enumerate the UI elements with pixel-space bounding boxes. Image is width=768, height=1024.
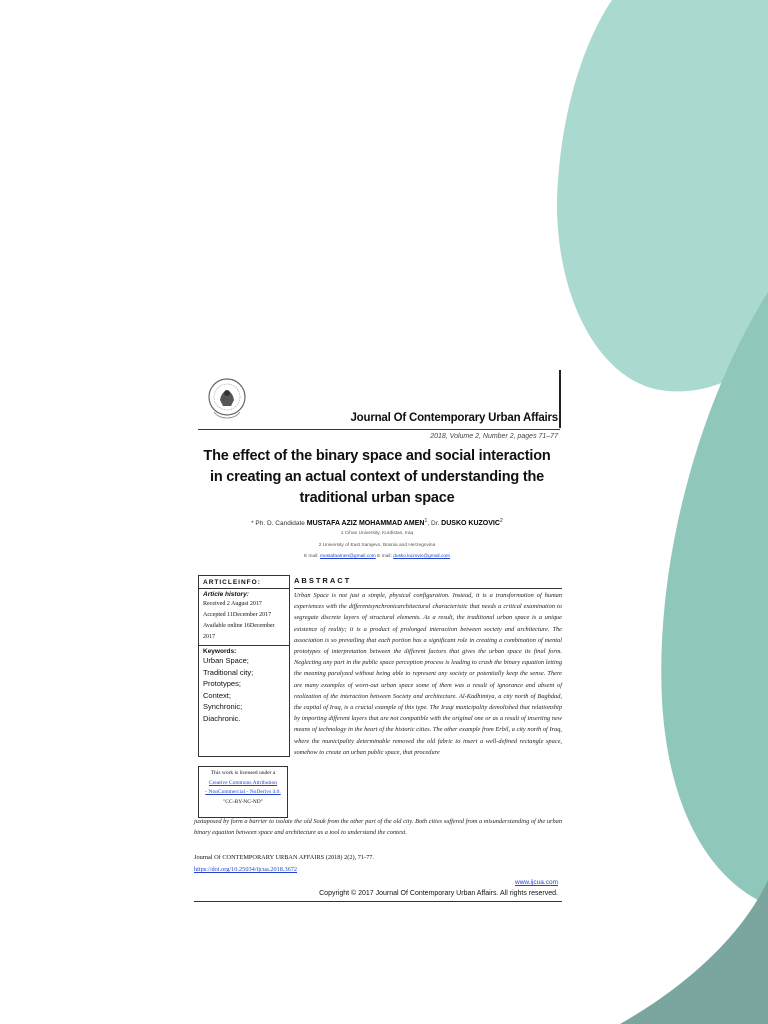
title-line: in creating an actual context of understanding the (209, 469, 544, 485)
abstract-text: Urban Space is not just a simple, physical configuration. Instead, it is a transformation of human experiences with the differentsynchronicarchitectural characteristic that needs a critical examination to segregate discrete layers of structural elements. As a result, the traditional urban space is a unique existence of reality; it is a product of prolonged interaction between society and architecture. The association is so prevailing that each portion has a significant role in creating a combination of mental prototypes of interpretation between the different factors that gives the urban space its final form. Neglecting any part in the public space perception process is leading to crash the binary equation letting the meaning paralyzed without being able to represent any society or potentially keep the sense. There are many examples of worn-out urban space some of them was a result of ignorance and absent of realization of the interaction between Society and architecture. Al-Kadhimiya, a city north of Baghdad, the capital of Iraq, is a crucial example of this type. The Iraqi municipality demolished that relationship by importing different layers that are not compatible with the original one or as a result of inserting new means of technology in the heart of the historic cities. The other example from Erbil, a city north of Iraq, where the municipality determinable removed the old fabric to insert a well-defined rectangle space, somehow to create an urban public space, that procedure (294, 592, 562, 756)
author-prefix: , Dr. (427, 520, 440, 528)
abstract-heading: ABSTRACT (294, 576, 352, 585)
keywords-label: Keywords: (199, 645, 289, 655)
history-line: Received 2 August 2017 (203, 601, 262, 607)
email-link[interactable]: dusko.kuzovic@gmail.com (393, 554, 451, 559)
abstract-continuation: juxtaposed by form a barrier to isolate the old Souk from the other part of the old city. Both cities suffered from a misunderstanding of the urban binary equation between space and architecture as a tool to understand the context. (194, 818, 562, 837)
affiliation: 2 University of East Sarajevo, Bosnia and Herzegovina (318, 543, 436, 548)
teal-light-shape (557, 0, 768, 391)
paper-title (192, 446, 562, 509)
affiliation: 1 Cihan University, Kurdistan, Iraq (340, 531, 414, 536)
volume-info: 2018, Volume 2, Number 2, pages 71–77 (430, 433, 558, 440)
keyword: Diachronic. (203, 713, 241, 723)
header-vertical-rule (559, 370, 561, 428)
license-link[interactable]: Creative Commons Attribution (208, 779, 278, 786)
article-info-heading: ARTICLEINFO: (199, 576, 289, 589)
copyright: Copyright © 2017 Journal Of Contemporary Urban Affairs. All rights reserved. (319, 890, 558, 897)
history-label: Article history: (203, 591, 249, 598)
doi-link[interactable]: https://doi.org/10.25034/ijcua.2018.3672 (194, 866, 298, 873)
keyword: Context; (203, 690, 231, 700)
citation: Journal Of CONTEMPORARY URBAN AFFAIRS (2018) 2(2), 71-77. (194, 854, 374, 861)
header-rule (198, 429, 560, 430)
email-link[interactable]: mustafaamen@gmail.com (320, 554, 376, 559)
author-name: DUSKO KUZOVIC (441, 520, 500, 528)
paper-page (192, 368, 562, 906)
keyword: Urban Space; (203, 656, 249, 665)
author-name: MUSTAFA AZIZ MOHAMMAD AMEN (306, 520, 425, 528)
journal-title: Journal Of Contemporary Urban Affairs (350, 412, 558, 424)
footer-rule (194, 901, 562, 902)
history-line: Accepted 11December 2017 (203, 612, 272, 618)
journal-seal-logo (206, 376, 248, 422)
keyword: Traditional city; (203, 667, 254, 677)
keyword: Synchronic; (203, 702, 243, 711)
article-info-box (198, 575, 290, 757)
author-line: * Ph. D. Candidate MUSTAFA AZIZ MOHAMMAD AMEN$^1$, Dr. DUSKO KUZOVIC$^2$ (251, 518, 503, 528)
history-line: Available online 16December (203, 623, 275, 629)
title-line: traditional urban space (299, 490, 455, 506)
keyword: Prototypes; (203, 679, 241, 688)
teal-dark-shape (620, 880, 768, 1024)
email-line: E mail: mustafaamen@gmail.com E mail: dusko.kuzovic@gmail.com (303, 554, 451, 559)
history-line: 2017 (203, 634, 215, 640)
title-line: The effect of the binary space and social interaction (203, 448, 551, 464)
abstract-rule (294, 588, 562, 589)
license-link[interactable]: - NonCommercial - NoDerivs 4.0. (205, 789, 281, 795)
license-box: This work is licensed under a Creative Commons Attribution - NonCommercial - NoDerivs 4.0. "CC-BY-NC-ND" (198, 766, 288, 818)
website-link[interactable]: www.ijcua.com (515, 879, 558, 886)
author-prefix: * Ph. D. Candidate (251, 520, 305, 528)
